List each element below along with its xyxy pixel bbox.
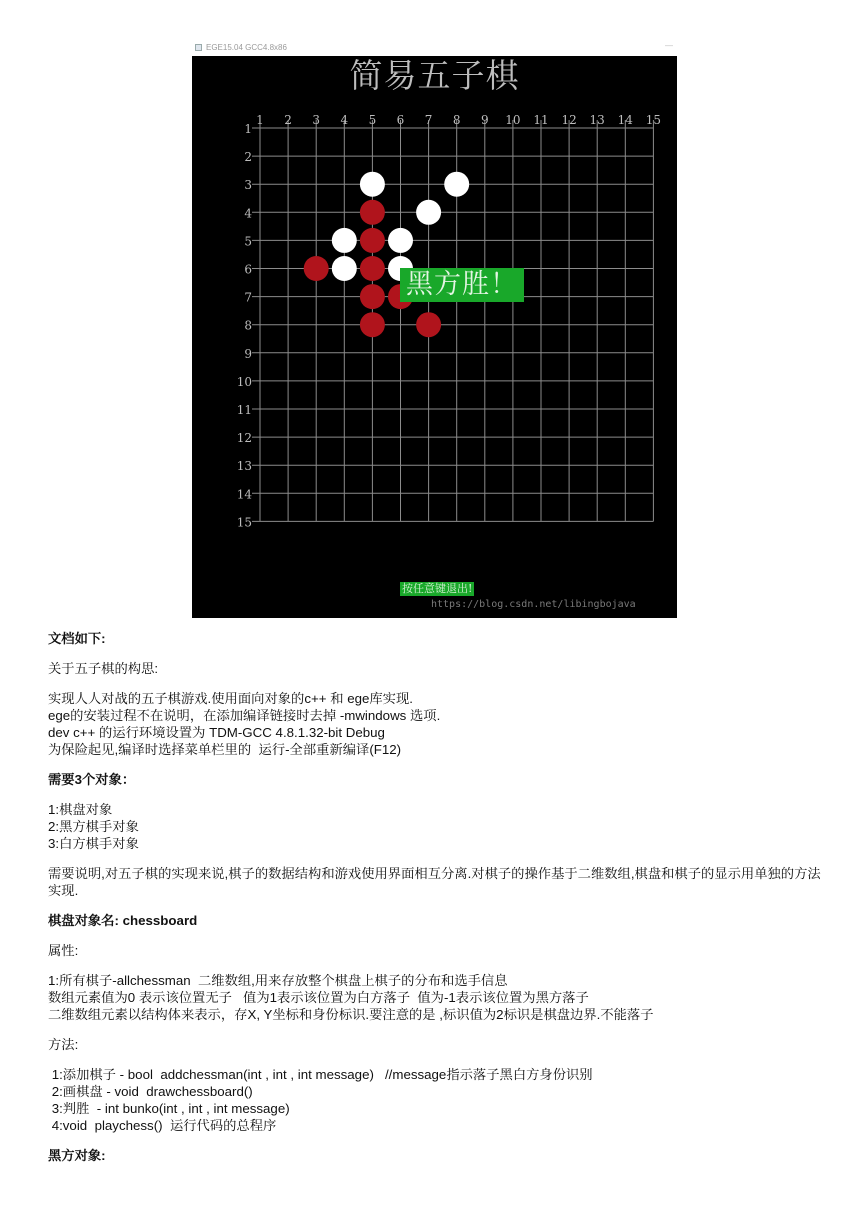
column-label: 6 xyxy=(396,113,405,127)
row-label: 5 xyxy=(244,234,252,249)
column-label: 1 xyxy=(256,113,264,127)
chessboard-heading: 棋盘对象名: chessboard xyxy=(48,913,198,928)
row-label: 1 xyxy=(244,122,252,136)
row-label: 14 xyxy=(236,487,252,502)
column-label: 4 xyxy=(340,113,349,127)
objects-heading: 需要3个对象： xyxy=(48,772,136,787)
column-label: 8 xyxy=(452,113,461,127)
doc-heading: 文档如下: xyxy=(48,631,106,646)
black-player-heading: 黑方对象: xyxy=(48,1148,106,1163)
object-item: 2:黑方棋手对象 xyxy=(48,819,139,834)
column-label: 9 xyxy=(480,113,489,127)
column-label: 10 xyxy=(505,113,521,127)
column-label: 12 xyxy=(561,113,577,127)
black-stone xyxy=(416,312,441,337)
attributes-title: 属性: xyxy=(48,943,79,958)
black-stone xyxy=(304,256,329,281)
setup-line: 实现人人对战的五子棋游戏.使用面向对象的c++ 和 ege库实现. xyxy=(48,691,413,706)
row-label: 12 xyxy=(236,431,252,446)
row-label: 9 xyxy=(244,346,252,361)
black-stone xyxy=(360,256,385,281)
object-item: 1:棋盘对象 xyxy=(48,802,113,817)
row-label: 13 xyxy=(236,459,252,474)
document-body xyxy=(48,630,828,1164)
column-label: 11 xyxy=(533,113,549,127)
white-stone xyxy=(388,228,413,253)
methods-title: 方法: xyxy=(48,1037,79,1052)
win-banner: 黑方胜！ xyxy=(400,268,524,302)
attribute-line: 数组元素值为0 表示该位置无子 值为1表示该位置为白方落子 值为-1表示该位置为黑方落子 xyxy=(48,990,589,1005)
object-item: 3:白方棋手对象 xyxy=(48,836,139,851)
setup-line: 为保险起见,编译时选择菜单栏里的 运行-全部重新编译(F12) xyxy=(48,742,402,757)
row-label: 11 xyxy=(236,403,252,417)
setup-line: dev c++ 的运行环境设置为 TDM-GCC 4.8.1.32-bit Debug xyxy=(48,725,385,740)
game-canvas[interactable] xyxy=(192,56,677,618)
method-line: 2:画棋盘 - void drawchessboard() xyxy=(48,1084,253,1099)
black-stone xyxy=(360,284,385,309)
exit-hint: 按任意键退出! xyxy=(402,582,473,595)
game-title: 简易五子棋 xyxy=(349,56,520,95)
white-stone xyxy=(332,228,357,253)
black-stone xyxy=(360,200,385,225)
column-label: 7 xyxy=(424,113,433,127)
row-label: 2 xyxy=(244,150,252,165)
window-titlebar[interactable] xyxy=(192,40,677,56)
design-note: 需要说明,对五子棋的实现来说,棋子的数据结构和游戏使用界面相互分离.对棋子的操作基于二维数组,棋盘和棋子的显示用单独的方法实现. xyxy=(48,866,821,898)
white-stone xyxy=(332,256,357,281)
watermark: https://blog.csdn.net/libingbojava xyxy=(431,599,636,610)
column-label: 3 xyxy=(312,113,321,127)
white-stone xyxy=(444,172,469,197)
intro-text: 关于五子棋的构思: xyxy=(48,661,159,676)
gomoku-board[interactable] xyxy=(192,56,677,618)
column-label: 13 xyxy=(589,113,605,127)
black-stone xyxy=(360,228,385,253)
row-label: 4 xyxy=(244,206,252,221)
row-label: 6 xyxy=(244,262,252,277)
column-label: 15 xyxy=(645,113,662,127)
column-label: 14 xyxy=(617,113,633,127)
row-label: 7 xyxy=(244,290,252,305)
game-window xyxy=(192,40,677,618)
setup-line: ege的安装过程不在说明，在添加编译链接时去掉 -mwindows 选项. xyxy=(48,708,441,723)
row-label: 8 xyxy=(244,318,252,333)
white-stone xyxy=(360,172,385,197)
column-label: 2 xyxy=(284,113,292,127)
method-line: 3:判胜 - int bunko(int , int , int message) xyxy=(48,1101,290,1116)
attribute-line: 二维数组元素以结构体来表示，存X, Y坐标和身份标识.要注意的是 ,标识值为2标识是棋盘边界.不能落子 xyxy=(48,1007,654,1022)
window-title: EGE15.04 GCC4.8x86 xyxy=(206,43,287,52)
row-label: 15 xyxy=(236,515,252,530)
attribute-line: 1:所有棋子-allchessman 二维数组,用来存放整个棋盘上棋子的分布和选手信息 xyxy=(48,973,508,988)
app-window-icon xyxy=(195,44,202,51)
method-line: 1:添加棋子 - bool addchessman(int , int , int message) //message指示落子黑白方身份识别 xyxy=(48,1067,593,1082)
black-stone xyxy=(360,312,385,337)
row-label: 10 xyxy=(236,374,252,389)
row-label: 3 xyxy=(244,178,252,193)
method-line: 4:void playchess() 运行代码的总程序 xyxy=(48,1118,277,1133)
white-stone xyxy=(416,200,441,225)
minimize-button[interactable]: — xyxy=(665,41,673,50)
column-label: 5 xyxy=(368,113,377,127)
